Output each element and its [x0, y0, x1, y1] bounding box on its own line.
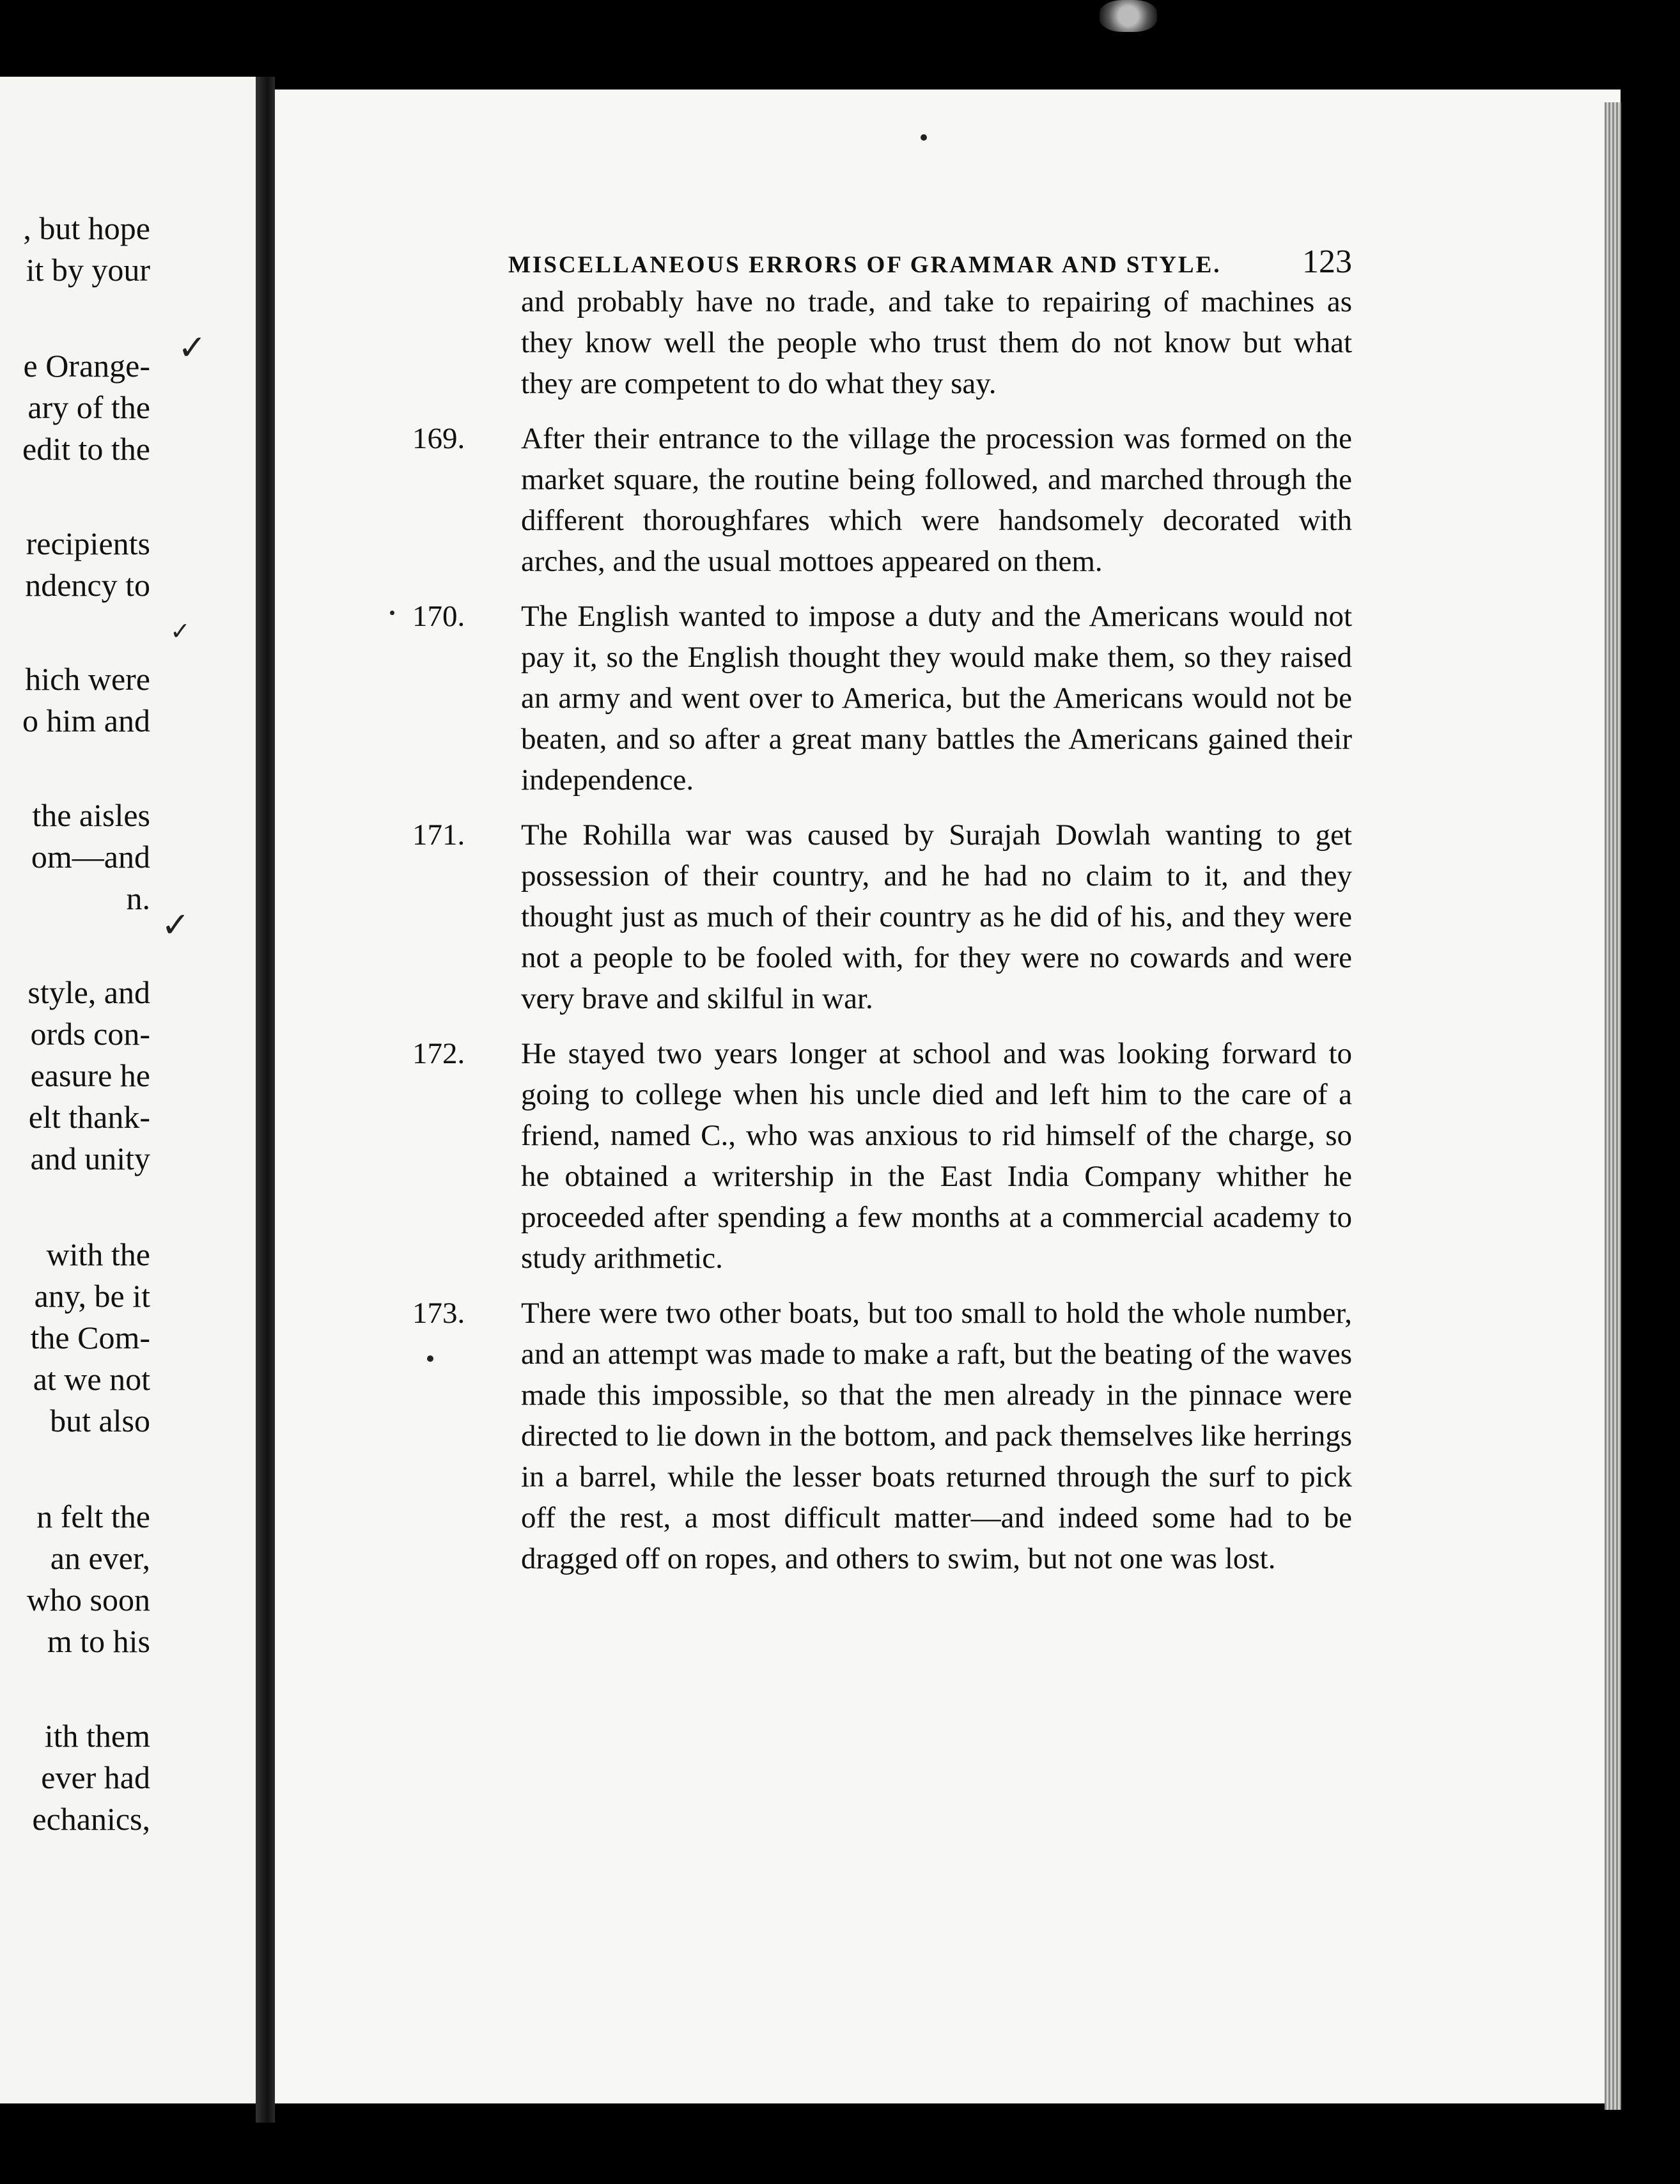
left-page-line: m to his	[47, 1623, 150, 1659]
left-page	[0, 77, 256, 2103]
paragraph-text: He stayed two years longer at school and was looking forward to going to college when his uncle died and left him to the care of a friend, named C., who was anxious to rid himself of the charge, so he obtained a writership in the East India Company whither he proceeded after spending a few months at a commercial academy to study arithmetic.	[521, 1037, 1352, 1275]
paragraph-continued	[412, 281, 1352, 404]
left-page-line: the aisles	[32, 797, 150, 833]
body-text	[412, 281, 1352, 1593]
example-number: 173.	[412, 1297, 465, 1330]
scan-speck	[921, 134, 927, 141]
page-number: 123	[1302, 244, 1352, 280]
paragraph-text: The Rohilla war was caused by Surajah Dowlah wanting to get possession of their country, and he had no claim to it, and they thought just as much of their country as he did of his, and they were not a people to be fooled with, for they were no cowards and were very brave and skilful in war.	[521, 818, 1352, 1015]
running-head	[508, 243, 1352, 281]
left-page-line: ith them	[44, 1718, 150, 1754]
left-page-text	[0, 77, 256, 2103]
scan-speck	[390, 611, 394, 615]
left-page-line: ndency to	[25, 567, 150, 603]
numbered-example	[412, 1033, 1352, 1279]
check-mark-icon: ✓	[161, 905, 191, 945]
numbered-example	[412, 596, 1352, 800]
check-mark-icon: ✓	[178, 327, 207, 368]
left-page-line: echanics,	[32, 1801, 150, 1837]
left-page-line: an ever,	[50, 1540, 150, 1576]
left-page-line: easure he	[30, 1057, 150, 1093]
check-mark-icon: ✓	[170, 617, 191, 645]
book-gutter	[256, 77, 275, 2123]
example-number: 172.	[412, 1037, 465, 1070]
left-page-line: n.	[126, 880, 150, 916]
left-page-line: ary of the	[27, 389, 150, 425]
left-page-line: edit to the	[22, 431, 150, 467]
left-page-line: elt thank-	[28, 1099, 150, 1135]
scan-blot	[1100, 0, 1157, 32]
example-number: 171.	[412, 818, 465, 852]
left-page-line: hich were	[25, 661, 150, 697]
left-page-line: who soon	[26, 1582, 150, 1618]
paragraph-text: After their entrance to the village the procession was formed on the market square, the routine being followed, and marched through the different thoroughfares which were handsomely decorated with arches, and the usual mottoes appeared on them.	[521, 422, 1352, 578]
numbered-example	[412, 1293, 1352, 1579]
left-page-line: om—and	[31, 839, 150, 875]
left-page-line: ords con-	[30, 1016, 150, 1052]
left-page-line: at we not	[33, 1361, 150, 1397]
left-page-line: it by your	[26, 252, 150, 288]
paragraph-text: There were two other boats, but too small to hold the whole number, and an attempt was made to make a raft, but the beating of the waves made this impossible, so that the men already in the pinnace were directed to lie down in the bottom, and pack themselves like herrings in a barrel, while the lesser boats returned through the surf to pick off the rest, a most difficult matter—and indeed some had to be dragged off on ropes, and others to swim, but not one was lost.	[521, 1297, 1352, 1575]
numbered-example	[412, 815, 1352, 1019]
left-page-line: ever had	[41, 1759, 150, 1795]
example-number: 170.	[412, 600, 465, 633]
left-page-line: n felt the	[36, 1499, 150, 1534]
running-head-title: MISCELLANEOUS ERRORS OF GRAMMAR AND STYLE.	[508, 252, 1222, 278]
example-number: 169.	[412, 422, 465, 455]
numbered-example	[412, 418, 1352, 582]
left-page-line: , but hope	[23, 210, 150, 246]
left-page-line: style, and	[27, 974, 150, 1010]
scan-speck	[427, 1355, 433, 1362]
left-page-line: e Orange-	[23, 348, 150, 384]
left-page-line: o him and	[22, 703, 150, 738]
left-page-line: and unity	[30, 1141, 150, 1176]
paragraph-text: and probably have no trade, and take to repairing of machines as they know well the people who trust them do not know but what they are competent to do what they say.	[521, 285, 1352, 400]
paragraph-text: The English wanted to impose a duty and the Americans would not pay it, so the English thought they would make them, so they raised an army and went over to America, but the Americans would not be beaten, and so after a great many battles the Americans gained their independence.	[521, 600, 1352, 797]
left-page-line: but also	[50, 1403, 150, 1439]
left-page-line: any, be it	[34, 1278, 150, 1314]
left-page-line: recipients	[26, 526, 150, 561]
page-edge	[1605, 102, 1621, 2110]
left-page-line: with the	[46, 1236, 150, 1272]
left-page-line: the Com-	[30, 1320, 150, 1355]
right-page	[275, 90, 1621, 2103]
